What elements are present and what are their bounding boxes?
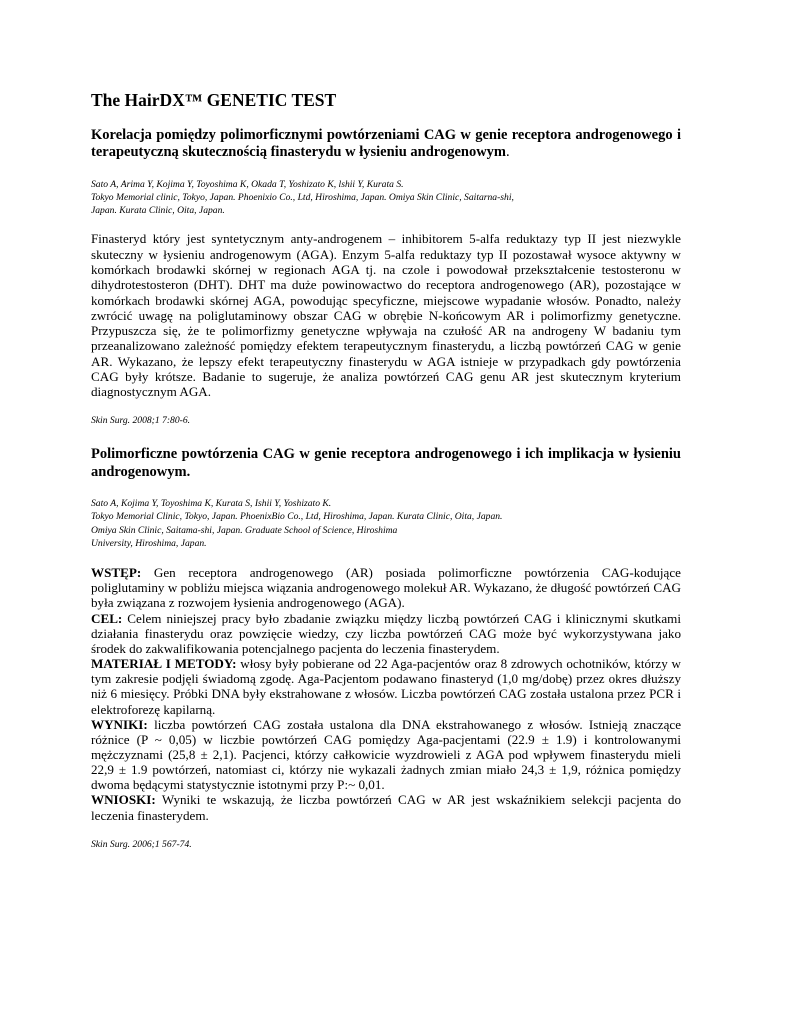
document-page (91, 90, 681, 850)
article-1 (91, 127, 681, 426)
document-title: The HairDX™ GENETIC TEST (91, 90, 337, 110)
article-2-title: Polimorficzne powtórzenia CAG w genie receptora androgenowego i ich implikacja w łysieniu androgenowym. (91, 446, 681, 480)
section-text: Celem niniejszej pracy było zbadanie związku między liczbą powtórzeń CAG i klinicznymi skutkami działania finasterydu oraz powzięcie wiedzy, czy liczba powtórzeń CAG może być wykorzystywana jako środek do zakwalifikowania potencjalnego pacjenta do leczenia finasterydem. (91, 610, 681, 656)
article-1-abstract: Finasteryd który jest syntetycznym anty-androgenem – inhibitorem 5-alfa reduktazy typ II jest niezwykle skuteczny w łysieniu androgenowym (AGA). Enzym 5-alfa reduktazy typ II pozostawał wysoce aktywny w komórkach brodawki skórnej w regionach AGA tj. na czole i powodował przekształcenie testosteronu w dihydrotestosteron (DHT). DHT ma duże powinowactwo do receptora androgenowego (AR), pozostające w komórkach brodawki skórnej AGA, powodując specyficzne, miejscowe wypadanie włosów. Ponadto, należy zwrócić uwagę na poliglutaminowy obszar CAG w obrębie N-końcowym AR i polimorfizmy genetyczne. Przypuszcza się, że te polimorfizmy genetyczne wpływaja na czułość AR na androgeny W badaniu tym przeanalizowano zależność pomiędzy efektem terapeutycznym finasterydu, a liczbą powtórzeń CAG w genie AR. Wykazano, że lepszy efekt terapeutyczny finasterydu w AGA istnieje w przypadkach gdy powtórzenia CAG były krótsze. Badanie to sugeruje, że analiza powtórzeń CAG genu AR jest skutecznym kryterium diagnostycznym AGA. (91, 231, 681, 400)
authors-line: Sato A, Arima Y, Kojima Y, Toyoshima K, Okada T, Yoshizato K, lshii Y, Kurata S. (91, 178, 404, 190)
section-label: WYNIKI: (91, 716, 148, 732)
article-1-title-period: . (506, 144, 510, 161)
section-text: włosy były pobierane od 22 Aga-pacjentów oraz 8 zdrowych ochotników, którzy w tym zakresie podjęli świadomą zgodę. Aga-Pacjentom podawano finasteryd (1,0 mg/dobę) przez okres dłuższy niż 6 miesięcy. Próbki DNA były ekstrahowane z włosów. Liczba powtórzeń CAG została ustalona przez PCR i elektroforezę kapilarną. (91, 656, 681, 717)
authors-line: Sato A, Kojima Y, Toyoshima K, Kurata S, Ishii Y, Yoshizato K. (91, 498, 332, 510)
affiliation-line: Japan. Kurata Clinic, Oita, Japan. (91, 205, 225, 217)
abstract-section-aim (91, 611, 681, 656)
article-2-reference: Skin Surg. 2006;1 567-74. (91, 838, 192, 850)
article-1-authors (91, 178, 681, 218)
section-label: MATERIAŁ I METODY: (91, 656, 237, 672)
article-1-title-text: Korelacja pomiędzy polimorficznymi powtórzeniami CAG w genie receptora androgenowego i terapeutyczną skutecznością finasterydu w łysieniu androgenowym (91, 127, 681, 161)
abstract-section-conclusions (91, 792, 681, 822)
section-label: WSTĘP: (91, 565, 142, 581)
abstract-section-introduction (91, 565, 681, 610)
affiliation-line: Tokyo Memorial Clinic, Tokyo, Japan. PhoenixBio Co., Ltd, Hiroshima, Japan. Kurata Clinic, Oita, Japan. (91, 511, 503, 523)
article-1-reference: Skin Surg. 2008;1 7:80-6. (91, 415, 191, 427)
affiliation-line: Omiya Skin Clinic, Saitama-shi, Japan. Graduate School of Science, Hiroshima (91, 524, 398, 536)
abstract-section-methods (91, 656, 681, 717)
affiliation-line: Tokyo Memorial clinic, Tokyo, Japan. Phoenixio Co., Ltd, Hiroshima, Japan. Omiya Skin Clinic, Saitarna-shi, (91, 192, 514, 204)
article-2 (91, 446, 681, 849)
section-text: Gen receptora androgenowego (AR) posiada polimorficzne powtórzenia CAG-kodujące poliglutaminy w pobliżu miejsca wiązania androgenowego molekuł AR. Wykazano, że długość powtórzeń CAG była związana z rozwojem łysienia androgenowego (AGA). (91, 565, 681, 611)
section-label: WNIOSKI: (91, 792, 156, 808)
article-2-abstract (91, 565, 681, 823)
section-label: CEL: (91, 610, 123, 626)
section-text: liczba powtórzeń CAG została ustalona dla DNA ekstrahowanego z włosów. Istnieją znaczące różnice (P ~ 0,05) w liczbie powtórzeń CAG pomiędzy Aga-pacjentami (22.9 ± 1.9) i kontrolowanymi mężczyznami (25,8 ± 2,1). Pacjenci, którzy całkowicie wyzdrowieli z AGA pod wpływem finasterydu mieli 22,9 ± 1.9 powtórzeń, natomiast ci, którzy nie wykazali żadnych zmian miało 24,3 ± 1,9, różnica pomiędzy dwoma będącymi statystycznie istotnymi przy P:~ 0,01. (91, 716, 682, 793)
section-text: Wyniki te wskazują, że liczba powtórzeń CAG w AR jest wskaźnikiem selekcji pacjenta do leczenia finasterydem. (91, 792, 681, 823)
article-1-title (91, 127, 681, 162)
article-2-authors (91, 497, 681, 550)
affiliation-line: University, Hiroshima, Japan. (91, 537, 207, 549)
abstract-section-results (91, 717, 681, 793)
